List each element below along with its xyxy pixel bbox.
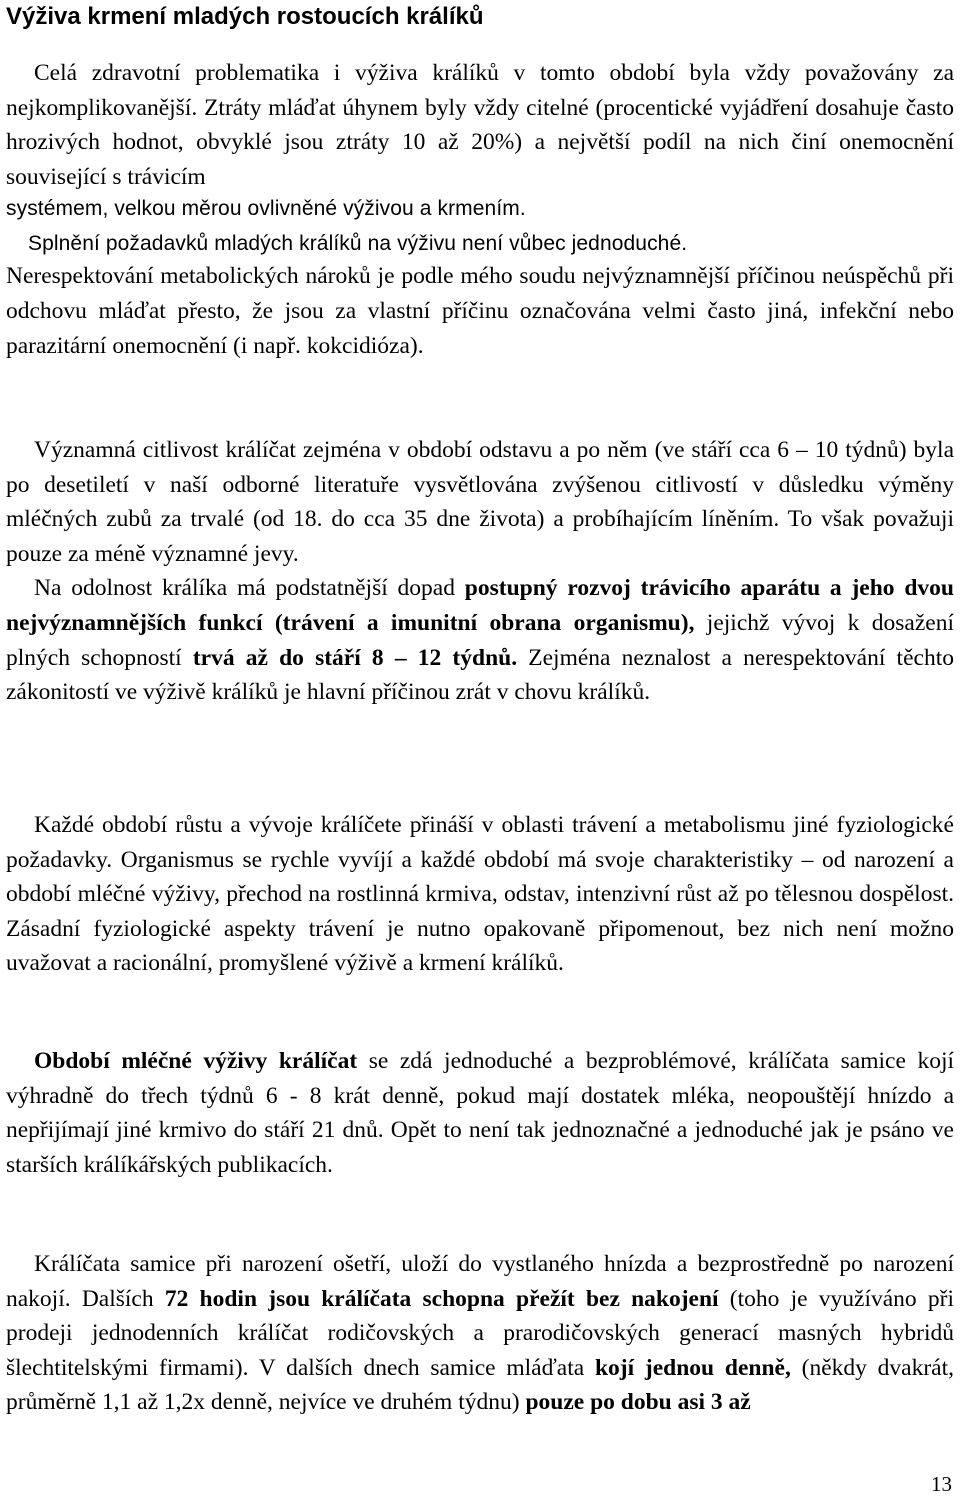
paragraph-8-b: 72 hodin jsou králíčata schopna přežít bez nakojení bbox=[164, 1285, 719, 1312]
paragraph-1 bbox=[6, 56, 954, 194]
paragraph-8 bbox=[6, 1247, 954, 1420]
section-intro bbox=[6, 56, 954, 363]
paragraph-2: Splnění požadavků mladých králíků na výživu není vůbec jednoduché. bbox=[28, 231, 688, 255]
paragraph-5-e: Zejména neznalost a nerespektování těchto zákonitostí ve výživě králíků je hlavní příčinou zrát v chovu králíků. bbox=[6, 644, 954, 706]
paragraph-5 bbox=[6, 571, 954, 709]
paragraph-8-d: kojí jednou denně, bbox=[594, 1354, 791, 1381]
section-weaning bbox=[6, 433, 954, 710]
paragraph-7 bbox=[6, 1044, 954, 1182]
paragraph-5-b: postupný rozvoj trávicího aparátu a jeho dvou nejvýznamnějších funkcí (trávení a imunitní obrana organismu), bbox=[6, 575, 954, 636]
paragraph-3: Nerespektování metabolických nároků je podle mého soudu nejvýznamnější příčinou neúspěchů při odchovu mláďat přesto, že jsou za vlastní příčinu označována velmi často jiná, infekční nebo parazitární onemocnění (i např. kokcidióza). bbox=[6, 263, 954, 359]
paragraph-6: Každé období růstu a vývoje králíčete přináší v oblasti trávení a metabolismu jiné fyziologické požadavky. Organismus se rychle vyvíjí a každé období má svoje charakteristiky – od narození a období mléčné výživy, přechod na rostlinná krmiva, odstav, intenzivní růst až po tělesnou dospělost. Zásadní fyziologické aspekty trávení je nutno opakovaně připomenout, bez nich není možno uvažovat a racionální, promyšlené výživě a krmení králíků. bbox=[6, 812, 954, 977]
page-number: 13 bbox=[931, 1472, 952, 1496]
section-nursing bbox=[6, 1247, 954, 1420]
paragraph-8-a: Králíčata samice při narození ošetří, uloží do vystlaného hnízda a bezprostředně po narození nakojí. Dalších bbox=[6, 1251, 954, 1312]
paragraph-5-d: trvá až do stáří 8 – 12 týdnů. bbox=[192, 644, 518, 671]
document-page bbox=[6, 0, 955, 1416]
paragraph-1-rest: Ztráty mláďat úhynem byly vždy citelné (procentické vyjádření dosahuje často hrozivých hodnot, obvyklé jsou ztráty 10 až 20%) a největší podíl na nich činí onemocnění související s trávicím bbox=[6, 94, 954, 190]
paragraph-7-a: Období mléčné výživy králíčat bbox=[34, 1048, 358, 1074]
section-development bbox=[6, 808, 954, 981]
paragraph-8-c: (toho je využíváno při prodeji jednodenních králíčat rodičovských a prarodičovských generací masných hybridů šlechtitelskými firmami). V dalších dnech samice mláďata bbox=[6, 1285, 954, 1381]
paragraph-1-start: Celá zdravotní problematika i výživa králíků v tomto období byla vždy považovány za nejkomplikovanější. bbox=[6, 60, 954, 121]
paragraph-4: Významná citlivost králíčat zejména v období odstavu a po něm (ve stáří cca 6 – 10 týdnů) byla po desetiletí v naší odborné literatuře vysvětlována zvýšenou citlivostí v důsledku výměny mléčných zubů za trvalé (od 18. do cca 35 dne života) a probíhajícím líněním. To však považuji pouze za méně významné jevy. bbox=[6, 437, 954, 567]
paragraph-5-c: jejichž vývoj k dosažení plných schopností bbox=[6, 609, 955, 671]
paragraph-8-e: (někdy dvakrát, průměrně 1,1 až 1,2x denně, nejvíce ve druhém týdnu) bbox=[6, 1354, 955, 1416]
section-milk-period bbox=[6, 1044, 954, 1182]
paragraph-1-end: systémem, velkou měrou ovlivněné výživou a krmením. bbox=[6, 197, 526, 221]
paragraph-8-f: pouze po dobu asi 3 až bbox=[525, 1389, 751, 1416]
paragraph-5-a: Na odolnost králíka má podstatnější dopad bbox=[34, 575, 465, 602]
paragraph-7-b: se zdá jednoduché a bezproblémové, králíčata samice kojí výhradně do třech týdnů 6 - 8 krát denně, pokud mají dostatek mléka, neopouštějí hnízdo a nepřijímají jiné krmivo do stáří 21 dnů. Opět to není tak jednoznačné a jednoduché jak je psáno ve starších králíkářských publikacích. bbox=[6, 1048, 954, 1178]
document-title: Výživa krmení mladých rostoucích králíků bbox=[6, 3, 484, 30]
